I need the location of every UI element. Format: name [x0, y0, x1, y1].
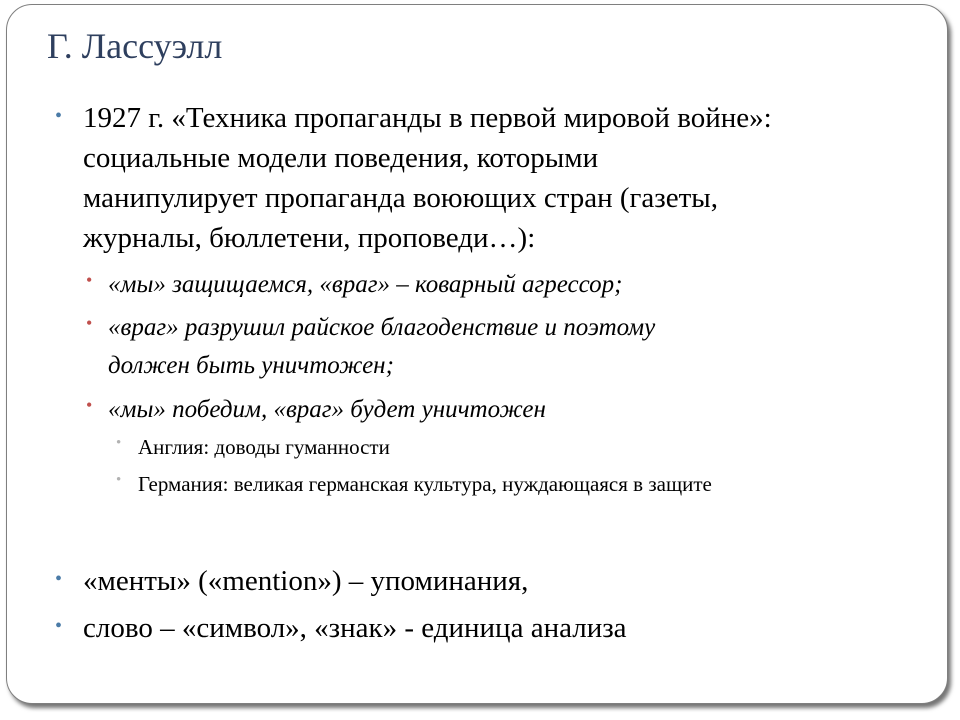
subsub-bullet-text-2: Германия: великая германская культура, нуждающаяся в защите	[138, 472, 712, 496]
sub-bullet-marker: •	[86, 270, 93, 290]
bullet-line: журналы, бюллетени, проповеди…):	[83, 222, 536, 254]
subsub-bullet-text-1: Англия: доводы гуманности	[138, 435, 390, 459]
bullet-line: 1927 г. «Техника пропаганды в первой мировой войне»:	[83, 102, 772, 134]
bullet-marker: •	[55, 615, 63, 637]
sub-bullet-line: должен быть уничтожен;	[108, 352, 394, 379]
sub-bullet-marker: •	[86, 395, 93, 415]
bullet-text-3: слово – «символ», «знак» - единица анализа	[83, 612, 627, 644]
sub-bullet-text-2	[108, 309, 655, 385]
bullet-text-2: «менты» («mention») – упоминания,	[83, 565, 529, 597]
sub-bullet-text-1	[108, 266, 622, 304]
bullet-line: социальные модели поведения, которыми	[83, 142, 599, 174]
subsub-bullet-marker: •	[116, 472, 122, 488]
sub-bullet-text-3	[108, 391, 546, 429]
slide-title: Г. Лассуэлл	[47, 26, 223, 66]
subsub-bullet-marker: •	[116, 435, 122, 451]
sub-bullet-line: «мы» победим, «враг» будет уничтожен	[108, 396, 546, 423]
bullet-line: манипулирует пропаганда воюющих стран (газеты,	[83, 182, 719, 214]
bullet-marker: •	[55, 105, 63, 127]
bullet-text-1	[83, 98, 772, 258]
sub-bullet-line: «мы» защищаемся, «враг» – коварный агрессор;	[108, 271, 623, 298]
bullet-marker: •	[55, 568, 63, 590]
sub-bullet-line: «враг» разрушил райское благоденствие и поэтому	[108, 314, 656, 341]
sub-bullet-marker: •	[86, 313, 93, 333]
